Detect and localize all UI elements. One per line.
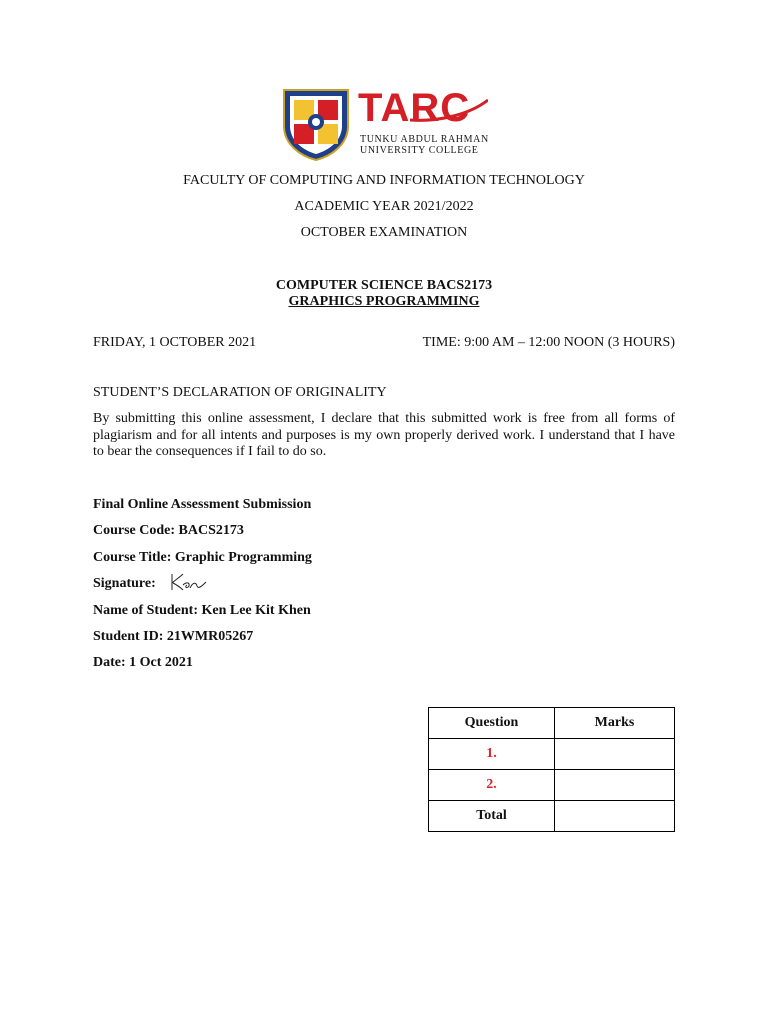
student-name: Name of Student: Ken Lee Kit Khen	[93, 603, 311, 618]
submission-heading: Final Online Assessment Submission	[93, 497, 312, 512]
student-id: Student ID: 21WMR05267	[93, 629, 254, 644]
exam-title: OCTOBER EXAMINATION	[300, 225, 468, 240]
total-label: Total	[429, 801, 555, 832]
table-row	[429, 770, 675, 801]
course-line: COMPUTER SCIENCE BACS2173	[275, 278, 493, 293]
logo-swoosh-icon	[410, 98, 488, 124]
marks-cell	[555, 739, 675, 770]
signature-label: Signature:	[93, 576, 156, 591]
logo-line-1: TUNKU ABDUL RAHMAN	[360, 134, 489, 145]
crest-icon	[280, 86, 352, 162]
total-marks-cell	[555, 801, 675, 832]
table-row	[429, 801, 675, 832]
table-header-row	[429, 708, 675, 739]
faculty-title: FACULTY OF COMPUTING AND INFORMATION TECHNOLOGY	[183, 173, 585, 188]
exam-date: FRIDAY, 1 OCTOBER 2021	[93, 335, 257, 350]
question-2: 2.	[429, 770, 555, 801]
course-code: Course Code: BACS2173	[93, 523, 244, 538]
marks-table	[428, 707, 675, 832]
exam-time: TIME: 9:00 AM – 12:00 NOON (3 HOURS)	[422, 335, 675, 350]
table-row	[429, 739, 675, 770]
course-name: GRAPHICS PROGRAMMING	[288, 294, 480, 309]
question-1: 1.	[429, 739, 555, 770]
submission-date: Date: 1 Oct 2021	[93, 655, 193, 670]
marks-cell	[555, 770, 675, 801]
question-header: Question	[429, 708, 555, 739]
declaration-title: STUDENT’S DECLARATION OF ORIGINALITY	[93, 385, 387, 400]
logo-line-2: UNIVERSITY COLLEGE	[360, 145, 479, 156]
logo-name: TARC	[358, 86, 471, 130]
tarc-logo	[280, 86, 490, 162]
course-title: Course Title: Graphic Programming	[93, 550, 312, 565]
signature-image	[168, 572, 208, 592]
declaration-text: By submitting this online assessment, I declare that this submitted work is free from all forms of plagiarism and for all intents and purposes is my own properly derived work. I understand that I have to bear the consequences if I fail to do so.	[93, 411, 675, 459]
academic-year: ACADEMIC YEAR 2021/2022	[294, 199, 474, 214]
marks-header: Marks	[555, 708, 675, 739]
